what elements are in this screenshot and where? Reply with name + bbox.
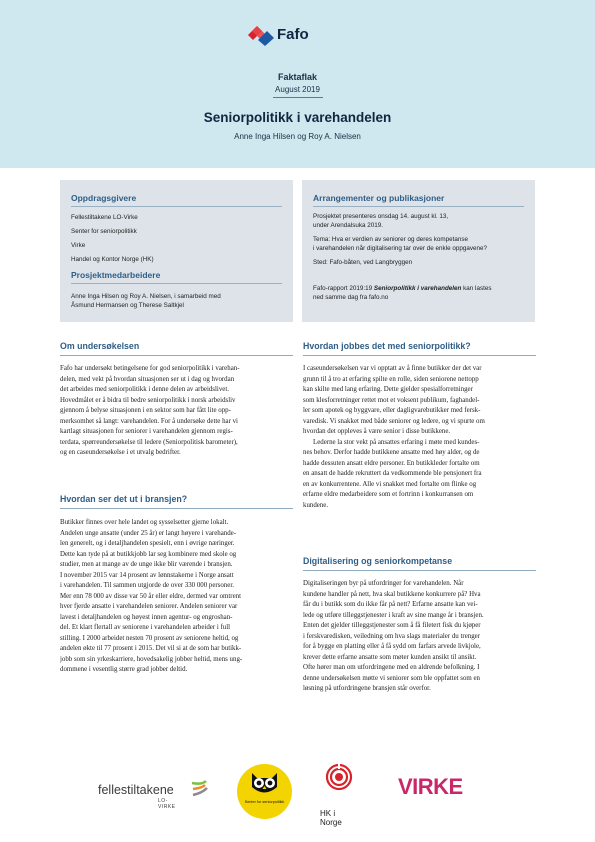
text-line: delen, med vekt på hvordan situasjonen ser ut i dag og hvordan xyxy=(60,375,235,383)
fellestiltakene-sub: LO-VIRKE xyxy=(158,798,176,810)
section-title: Digitalisering og seniorkompetanse xyxy=(303,556,453,566)
divider xyxy=(273,97,323,98)
report-title[interactable]: Seniorpolitikk i varehandelen xyxy=(373,285,462,292)
text-line: kundene handler på nett, hva skal butikkene konkurrere på? Hva xyxy=(303,590,481,598)
report-prefix: Fafo-rapport 2019:19 xyxy=(313,285,374,292)
senter-seniorpolitikk-logo[interactable] xyxy=(237,764,292,819)
divider xyxy=(303,570,536,571)
report-suffix: kan lastes xyxy=(461,285,492,292)
clients-heading: Oppdragsgivere xyxy=(71,193,137,203)
owl-icon xyxy=(248,771,281,797)
paragraph-om xyxy=(60,364,293,459)
event-line: under Arendalsuka 2019. xyxy=(313,222,384,229)
divider xyxy=(60,508,293,509)
fafo-logo-text: Fafo xyxy=(277,26,309,43)
events-heading: Arrangementer og publikasjoner xyxy=(313,193,445,203)
divider xyxy=(60,355,293,356)
text-line: len generelt, og i detaljhandelen spesielt, enn i øvrige næringer. xyxy=(60,540,235,547)
text-line: Mer enn 78 000 av disse var 50 år eller eldre, dermed var omtrent xyxy=(60,592,242,600)
hk-name: HK i Norge xyxy=(320,809,342,827)
fafo-logo[interactable] xyxy=(248,24,358,48)
text-line: nes behov. Derfor hadde butikkene ansatte med høy alder, og de xyxy=(303,449,480,456)
virke-logo[interactable]: VIRKE xyxy=(398,774,463,799)
text-line: det arbeides med seniorpolitikk i denne delen av arbeidslivet. xyxy=(60,386,229,393)
event-line: Sted: Fafo-båten, ved Langbryggen xyxy=(313,259,413,266)
text-line: Digitaliseringen byr på utfordringer for varehandelen. Når xyxy=(303,580,464,587)
text-line: I caseundersøkelsen var vi opptatt av å finne butikker der det var xyxy=(303,365,482,372)
text-line: terdata, spørreundersøkelse til ledere (Seniorpolitisk barometer), xyxy=(60,438,238,446)
paragraph-digital xyxy=(303,579,536,695)
text-line: grunn til å tro at erfaring spilte en rolle, siden seniorene nettopp xyxy=(303,375,479,383)
text-line: krever dette erfarne ansatte som møter kunden ansikt til ansikt. xyxy=(303,653,477,661)
text-line: kartlagt situasjonen for seniorer i varehandelen gjennom regis- xyxy=(60,428,233,435)
publication-date: August 2019 xyxy=(275,85,320,94)
text-line: lede og utføre tilleggstjenester i kraft av sine mange år i bransjen. xyxy=(303,611,484,619)
text-line: merksomhet så langt: varehandelen. For å undersøke dette har vi xyxy=(60,417,238,425)
text-line: og en caseundersøkelse i et utvalg bedrifter. xyxy=(60,449,181,456)
text-line: en ansatt de hadde rekruttert da vedkommende ble pensjonert fra xyxy=(303,470,482,477)
doc-type-label: Faktaflak xyxy=(277,72,318,82)
divider xyxy=(71,283,282,284)
text-line: Hovedmålet er å bidra til bedre seniorpolitikk i norsk arbeidsliv xyxy=(60,396,236,404)
text-line: hver fjerde ansatte i varehandelen seniorer. Andelen seniorer var xyxy=(60,603,238,610)
fafo-emblem-icon xyxy=(248,24,274,46)
text-line: i ferskvaredisken, veiledning om hva slags materialer du trenger xyxy=(303,632,480,640)
event-line: Prosjektet presenteres onsdag 14. august kl. 13, xyxy=(313,213,449,220)
text-line: i varehandelen. Til sammen utgjorde de over 330 000 personer. xyxy=(60,582,234,589)
client-item: Handel og Kontor Norge (HK) xyxy=(71,256,154,263)
divider xyxy=(71,206,282,207)
text-line: Dette kan tyde på at butikkjobb lar seg kombinere med skole og xyxy=(60,550,237,558)
text-line: hadde dessuten ansatt eldre personer. En butikkleder fortalte om xyxy=(303,459,480,467)
section-title: Hvordan jobbes det med seniorpolitikk? xyxy=(303,341,471,351)
text-line: løsning på utfordringene bransjen står overfor. xyxy=(303,685,431,692)
text-line: hvordan det oppleves å være senior i disse butikkene. xyxy=(303,428,451,435)
text-line: andelen økte til 77 prosent i 2015. Det vil si at de som har butikk- xyxy=(60,645,242,652)
hk-emblem-icon xyxy=(324,763,354,803)
page-title: Seniorpolitikk i varehandelen xyxy=(203,110,392,125)
text-line: får du i butikk som du ikke får på nett? Erfarne ansatte kan vei- xyxy=(303,601,478,608)
text-line: kan skilte med lang erfaring. Dette gjelder spesialforretninger xyxy=(303,386,473,393)
staff-line: Anne Inga Hilsen og Roy A. Nielsen, i samarbeid med xyxy=(71,293,221,300)
text-line: Fafo har undersøkt betingelsene for god seniorpolitikk i varehan- xyxy=(60,365,240,372)
client-item: Fellestiltakene LO-Virke xyxy=(71,214,138,221)
section-title: Hvordan ser det ut i bransjen? xyxy=(60,494,188,504)
text-line: I november 2015 var 14 prosent av lønnstakerne i Norge ansatt xyxy=(60,571,234,579)
text-line: Ofte hører man om utfordringene med en aldrende befolkning. I xyxy=(303,664,480,671)
text-line: ler som apotek og byggvare, eller dagligvarebutikker med fersk- xyxy=(303,407,481,414)
text-line: stilling. I 2000 arbeidet nesten 70 prosent av seniorene heltid, og xyxy=(60,634,239,642)
text-line: jobb som sin yrkeskarriere, hovedsakelig jobber heltid, mens ung- xyxy=(60,655,243,663)
staff-line: Åsmund Hermansen og Therese Saltkjel xyxy=(71,302,184,309)
text-line: for å bygge en platting eller å få sydd om farfars arvede livkjole, xyxy=(303,643,481,650)
clients-box xyxy=(60,180,293,322)
event-line: Tema: Hva er verdien av seniorer og deres kompetanse xyxy=(313,236,469,243)
authors: Anne Inga Hilsen og Roy A. Nielsen xyxy=(234,132,361,141)
paragraph-jobbes xyxy=(303,364,536,511)
text-line: dommene i vesentlig større grad jobber deltid. xyxy=(60,666,188,673)
fellestiltakene-name: fellestiltakene xyxy=(98,783,174,797)
event-line: i varehandelen når digitalisering tar over de enkle oppgavene? xyxy=(313,245,487,252)
report-line xyxy=(313,284,492,293)
text-line: som klesforretninger rettet mot et voksent publikum, faghandel- xyxy=(303,396,480,404)
text-line: denne undersøkelsen møtte vi seniorer som ble oppfattet som en xyxy=(303,674,481,682)
client-item: Virke xyxy=(71,242,86,249)
text-line: Lederne la stor vekt på ansattes erfaring i møte med kundes- xyxy=(313,438,480,446)
text-line: Enten det gjelder tilleggstjenester som å få filetert fisk du kjøper xyxy=(303,622,481,629)
report-line: ned samme dag fra fafo.no xyxy=(313,294,389,301)
text-line: studier, men at mange av de unge ikke blir værende i bransjen. xyxy=(60,561,233,568)
senter-seniorpolitikk-name: Senter for seniorpolitikk xyxy=(244,800,285,804)
text-line: Butikker finnes over hele landet og sysselsetter gjerne lokalt. xyxy=(60,519,229,526)
text-line: gjennom å belyse situasjonen i en sektor som har fått lite opp- xyxy=(60,407,231,414)
text-line: erfarne eldre medarbeidere som et fortrinn i konkurransen om xyxy=(303,491,474,498)
fellestiltakene-swoosh-icon xyxy=(190,779,210,799)
text-line: varedisk. Vi snakket med både seniorer og ledere, og vi spurte om xyxy=(303,417,485,425)
text-line: kundene. xyxy=(303,501,329,509)
events-box xyxy=(302,180,535,322)
client-item: Senter for seniorpolitikk xyxy=(71,228,137,235)
text-line: lavest i detaljhandelen og høyest innen agentur- og engroshan- xyxy=(60,613,233,621)
paragraph-bransjen xyxy=(60,518,293,676)
divider xyxy=(313,206,524,207)
text-line: Andelen unge ansatte (under 25 år) er langt høyere i varehande- xyxy=(60,529,237,537)
text-line: en av konkurrentene. Alle vi snakket med fortalte om flinke og xyxy=(303,480,477,488)
text-line: del. Et klart flertall av seniorene i varehandelen arbeider i full xyxy=(60,624,231,631)
staff-heading: Prosjektmedarbeidere xyxy=(71,270,161,280)
section-title: Om undersøkelsen xyxy=(60,341,140,351)
divider xyxy=(303,355,536,356)
header-band xyxy=(0,0,595,168)
